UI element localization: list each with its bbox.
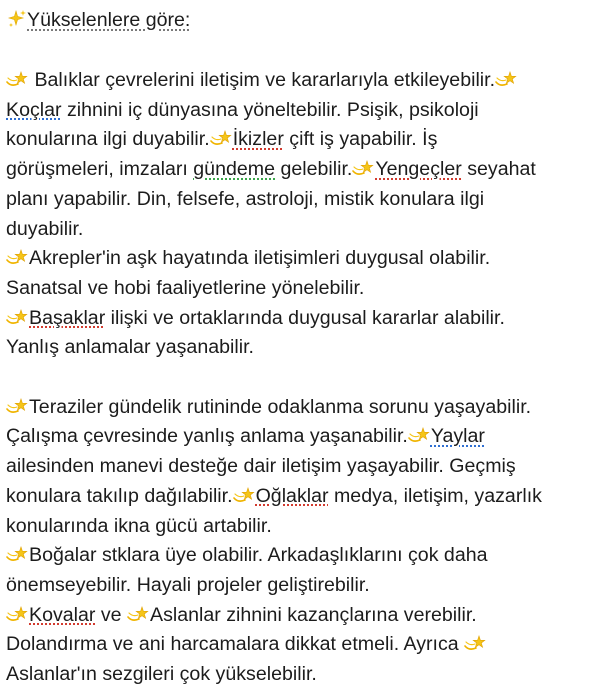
- dizzy-star-icon: [233, 485, 255, 505]
- text-segment: Aslanlar zihnini kazançlarına verebilir.: [150, 603, 477, 626]
- text-line: [6, 333, 605, 363]
- text-segment: konularına ilgi duyabilir.: [6, 128, 210, 151]
- text-segment: Balıklar çevrelerini iletişim ve kararlarıyla etkileyebilir.: [29, 69, 496, 91]
- text-line: [6, 512, 605, 542]
- text-line: [6, 125, 605, 155]
- text-segment: gelebilir.: [275, 158, 353, 181]
- paragraph: [6, 393, 605, 690]
- text-segment: Yanlış anlamalar yaşanabilir.: [6, 336, 254, 359]
- text-line: [6, 274, 605, 304]
- dizzy-star-icon: [408, 425, 430, 445]
- dizzy-star-icon: [6, 69, 28, 89]
- text-line: [6, 452, 605, 482]
- text-line: [6, 541, 605, 571]
- text-line: [6, 571, 605, 601]
- text-segment: konulara takılıp dağılabilir.: [6, 484, 233, 507]
- dizzy-star-icon: [464, 633, 486, 653]
- paragraph: [6, 66, 605, 363]
- spellcheck-word: Yaylar: [430, 425, 485, 448]
- spellcheck-word: Yengeçler: [375, 158, 462, 181]
- text-segment: görüşmeleri, imzaları: [6, 158, 194, 181]
- text-line: [6, 304, 605, 334]
- text-segment: çift iş yapabilir. İş: [283, 128, 438, 151]
- text-segment: Boğalar stklara üye olabilir. Arkadaşlıklarını çok daha: [29, 544, 488, 567]
- dizzy-star-icon: [127, 604, 149, 624]
- text-line: [6, 96, 605, 126]
- text-segment: medya, iletişim, yazarlık: [328, 484, 542, 507]
- text-line: [6, 66, 605, 96]
- text-segment: ailesinden manevi desteğe dair iletişim yaşayabilir. Geçmiş: [6, 455, 516, 478]
- text-segment: konularında ikna gücü artabilir.: [6, 514, 272, 537]
- text-line: [6, 393, 605, 423]
- text-segment: duyabilir.: [6, 217, 84, 240]
- text-segment: önemseyebilir. Hayali projeler geliştirebilir.: [6, 573, 370, 596]
- text-segment: ve: [95, 603, 128, 626]
- spellcheck-word: Oğlaklar: [255, 484, 329, 507]
- text-line: [6, 215, 605, 245]
- dizzy-star-icon: [495, 69, 517, 89]
- text-line: [6, 185, 605, 215]
- text-line: [6, 482, 605, 512]
- dizzy-star-icon: [210, 128, 232, 148]
- text-segment: zihnini iç dünyasına yöneltebilir. Psişik, psikoloji: [61, 98, 479, 121]
- horoscope-text: [6, 66, 605, 690]
- text-segment: seyahat: [461, 158, 536, 181]
- sparkles-icon: [6, 9, 26, 29]
- dizzy-star-icon: [6, 307, 28, 327]
- text-segment: ilişki ve ortaklarında duygusal kararlar alabilir.: [105, 306, 505, 329]
- spellcheck-word: Başaklar: [29, 306, 106, 329]
- text-line: [6, 660, 605, 690]
- text-segment: Teraziler gündelik rutininde odaklanma sorunu yaşayabilir.: [29, 395, 532, 418]
- heading-line: [6, 6, 605, 36]
- text-segment: Dolandırma ve ani harcamalara dikkat etmeli. Ayrıca: [6, 633, 465, 656]
- text-line: [6, 155, 605, 185]
- dizzy-star-icon: [6, 544, 28, 564]
- text-line: [6, 244, 605, 274]
- text-segment: Aslanlar'ın sezgileri çok yükselebilir.: [6, 663, 317, 686]
- spellcheck-word: Kovalar: [29, 603, 96, 626]
- dizzy-star-icon: [352, 158, 374, 178]
- text-segment: planı yapabilir. Din, felsefe, astroloji, mistik konulara ilgi: [6, 187, 485, 210]
- text-line: [6, 601, 605, 631]
- text-segment: Çalışma çevresinde yanlış anlama yaşanabilir.: [6, 425, 408, 448]
- text-line: [6, 422, 605, 452]
- text-segment: Sanatsal ve hobi faaliyetlerine yönelebilir.: [6, 276, 365, 299]
- dizzy-star-icon: [6, 604, 28, 624]
- spellcheck-word: Koçlar: [6, 98, 62, 121]
- spellcheck-word: gündeme: [193, 158, 275, 181]
- spellcheck-word: İkizler: [232, 128, 284, 151]
- text-line: [6, 630, 605, 660]
- dizzy-star-icon: [6, 247, 28, 267]
- heading: Yükselenlere göre:: [27, 9, 191, 31]
- dizzy-star-icon: [6, 396, 28, 416]
- text-segment: Akrepler'in aşk hayatında iletişimleri duygusal olabilir.: [29, 247, 491, 270]
